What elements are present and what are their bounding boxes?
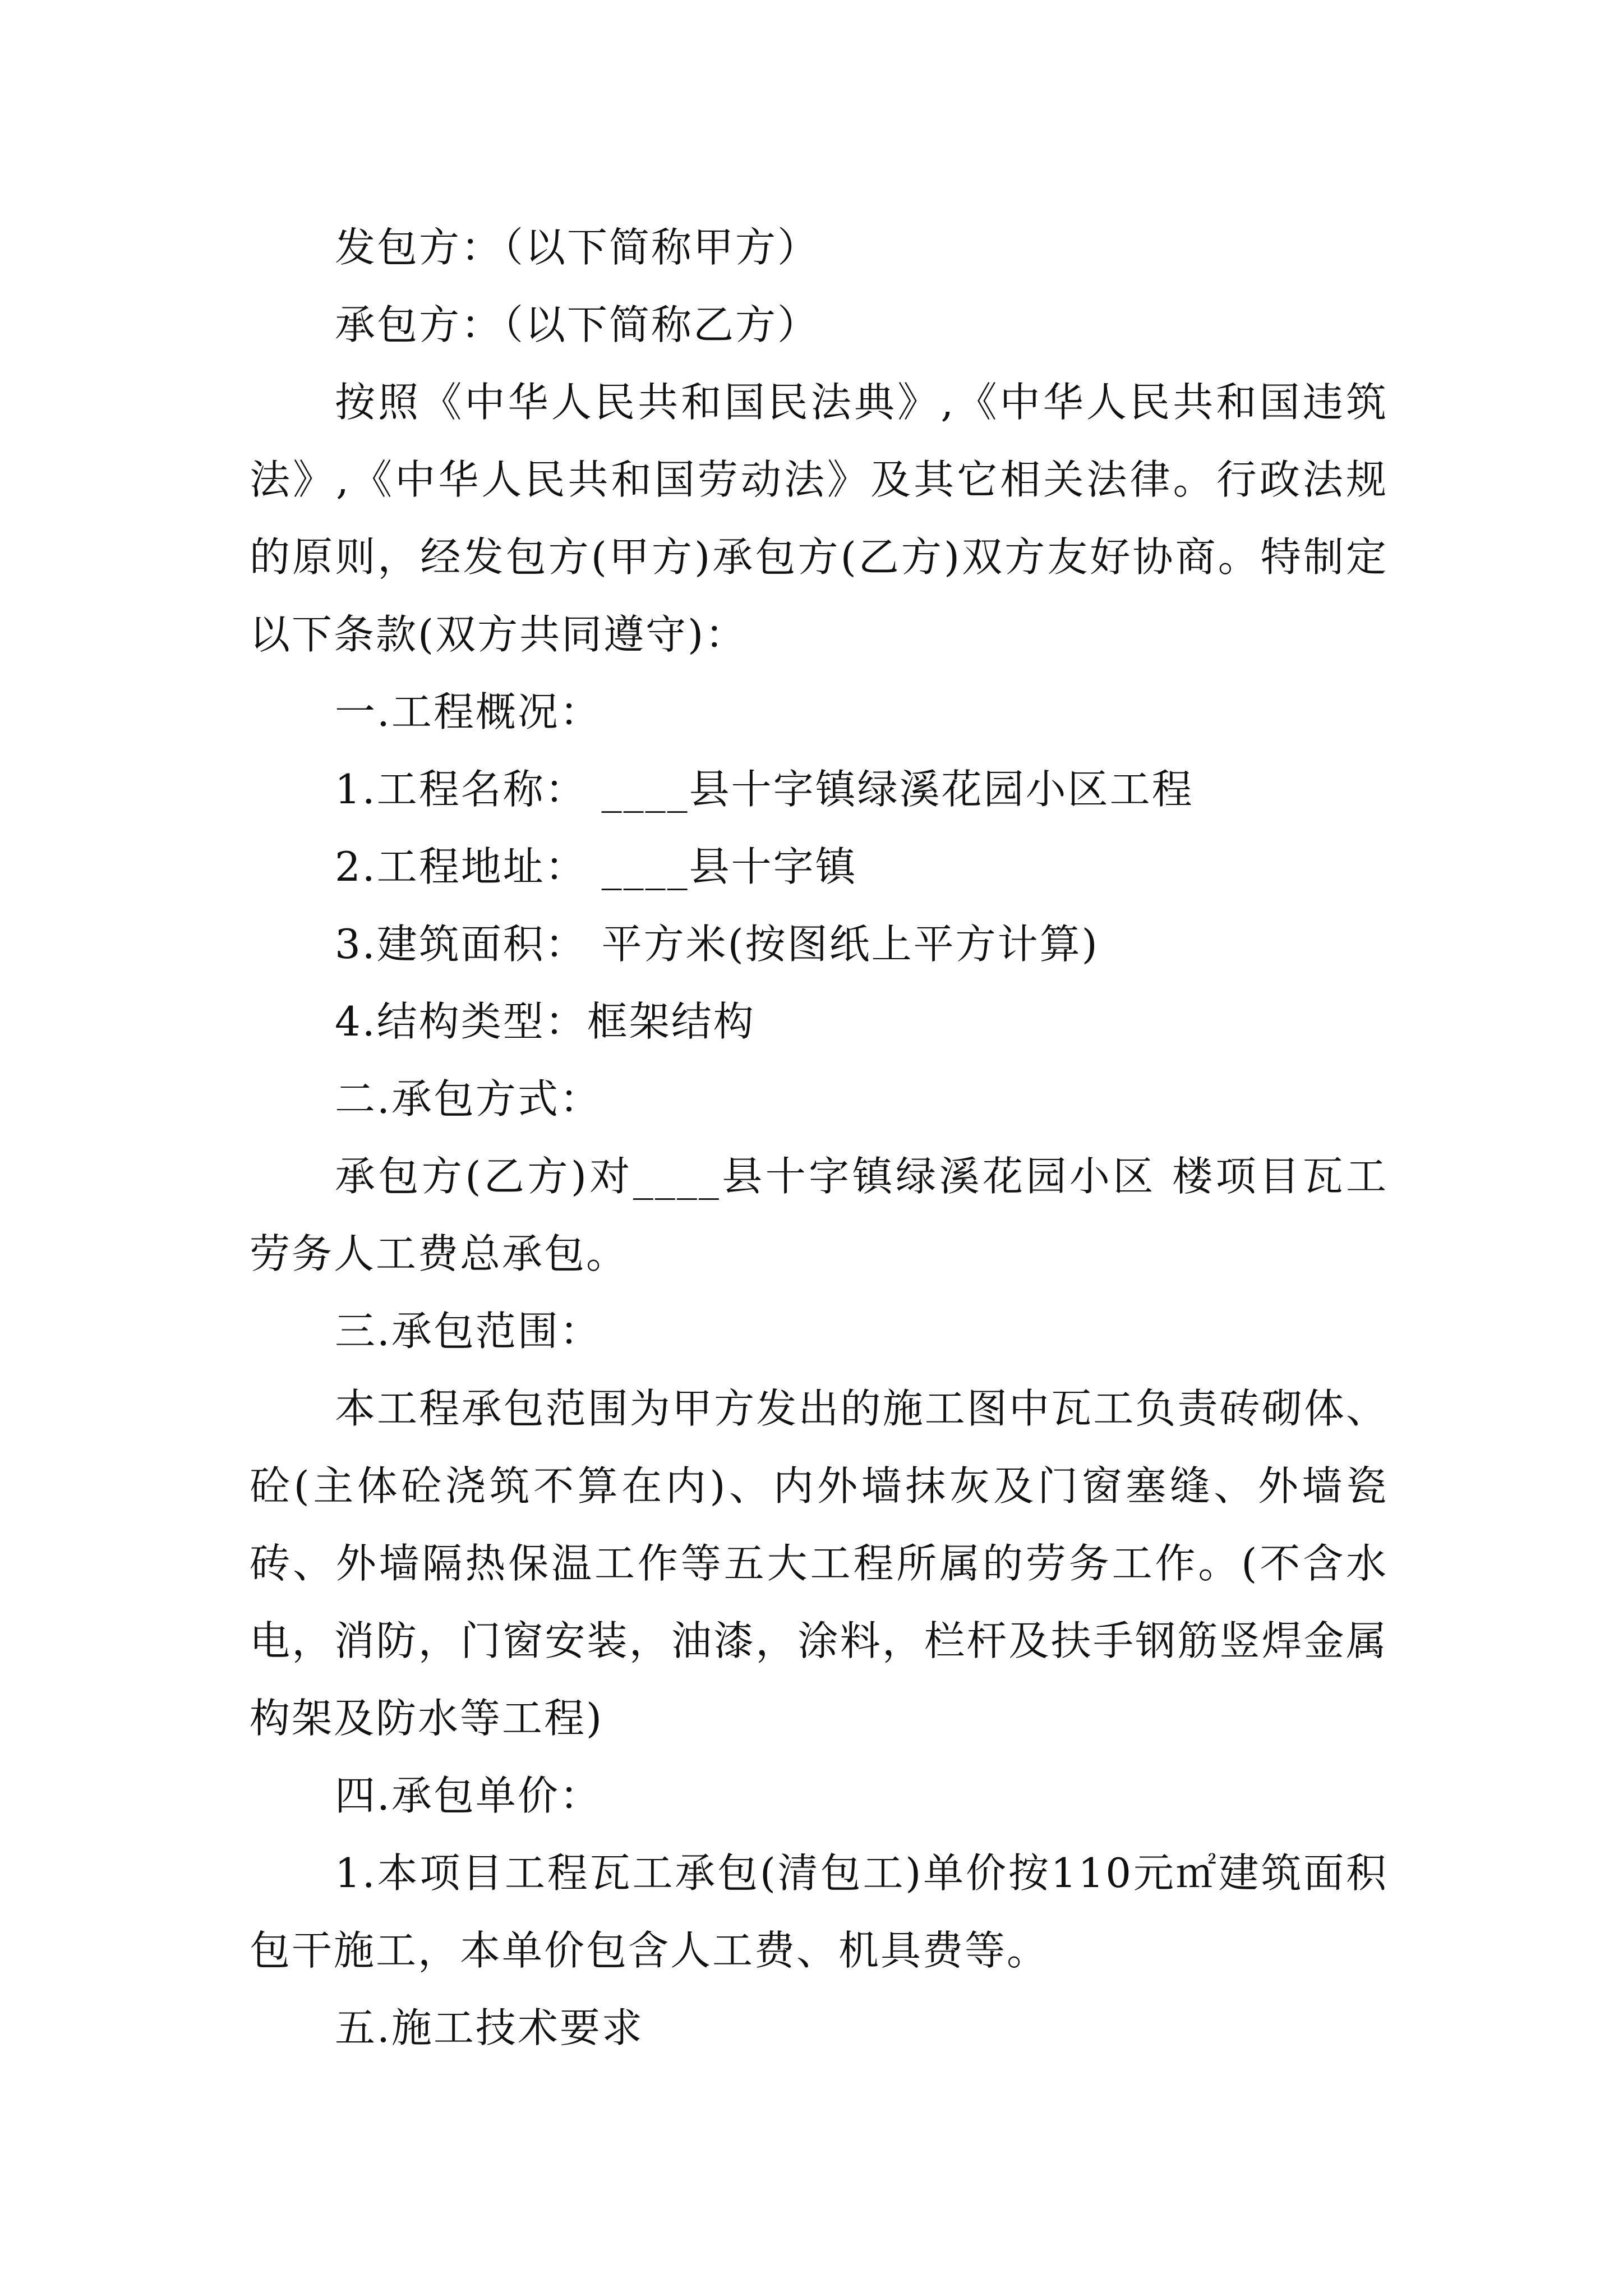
project-address-line: 2.工程地址： ____县十字镇: [335, 843, 857, 890]
section-heading-contract-scope: 三.承包范围：: [335, 1308, 602, 1355]
section-heading-technical-requirements: 五.施工技术要求: [335, 2004, 644, 2051]
preamble-paragraph: 按照《中华人民共和国民法典》,《中华人民共和国违筑法》,《中华人民共和国劳动法》及其它相关法律。行政法规的原则，经发包方(甲方)承包方(乙方)双方友好协商。特制定以下条款(双方共同遵守)：: [250, 379, 1388, 658]
section-heading-project-overview: 一.工程概况：: [335, 688, 602, 735]
party-a-line: 发包方：（以下简称甲方）: [335, 224, 820, 271]
section-heading-unit-price: 四.承包单价：: [335, 1772, 602, 1819]
project-name-line: 1.工程名称： ____县十字镇绿溪花园小区工程: [335, 766, 1194, 813]
party-b-line: 承包方：（以下简称乙方）: [335, 301, 820, 348]
unit-price-paragraph: 1.本项目工程瓦工承包(清包工)单价按110元㎡建筑面积包干施工，本单价包含人工费、机具费等。: [250, 1849, 1388, 1974]
structure-type-line: 4.结构类型：框架结构: [335, 998, 755, 1045]
contract-scope-paragraph: 本工程承包范围为甲方发出的施工图中瓦工负责砖砌体、砼(主体砼浇筑不算在内)、内外墙抹灰及门窗塞缝、外墙瓷砖、外墙隔热保温工作等五大工程所属的劳务工作。(不含水电，消防，门窗安装，油漆，涂料，栏杆及扶手钢筋竖焊金属构架及防水等工程): [250, 1385, 1388, 1742]
section-heading-contract-method: 二.承包方式：: [335, 1075, 602, 1122]
contract-method-paragraph: 承包方(乙方)对____县十字镇绿溪花园小区 楼项目瓦工劳务人工费总承包。: [250, 1153, 1388, 1277]
document-body: [250, 209, 1388, 2067]
building-area-line: 3.建筑面积： 平方米(按图纸上平方计算): [335, 921, 1099, 968]
